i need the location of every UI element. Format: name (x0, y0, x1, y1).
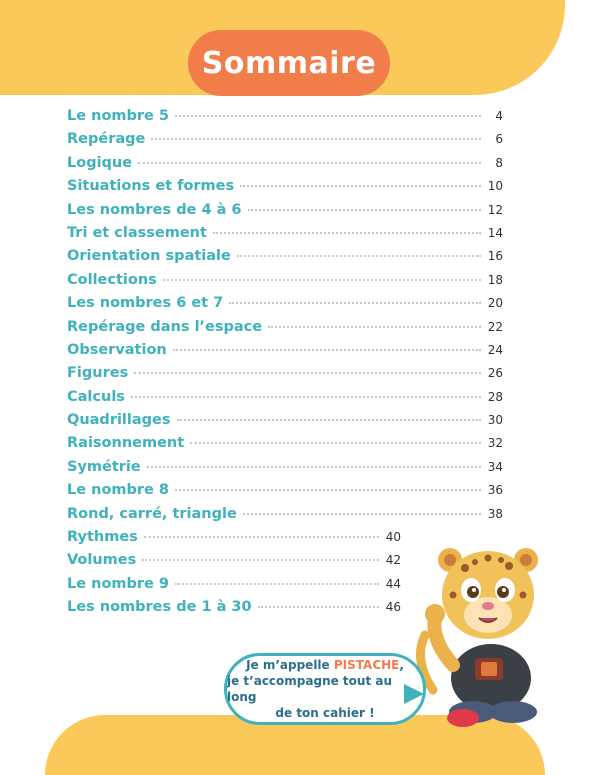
toc-label: Rythmes (67, 529, 138, 546)
leader-dots (134, 372, 481, 374)
toc-page-number: 18 (487, 272, 503, 287)
toc-label: Repérage (67, 131, 146, 148)
toc-entry[interactable] (67, 131, 503, 154)
toc-entry[interactable] (67, 178, 503, 201)
toc-page-number: 40 (385, 530, 401, 545)
leader-dots (131, 396, 481, 398)
toc-page-number: 12 (487, 202, 503, 217)
leader-dots (248, 209, 481, 211)
toc-entry[interactable] (67, 108, 503, 131)
toc-page-number: 4 (495, 109, 503, 123)
leader-dots (258, 606, 379, 608)
leader-dots (175, 115, 481, 117)
toc-page-number: 34 (487, 459, 503, 474)
toc-label: Volumes (67, 552, 137, 569)
toc-page-number: 24 (487, 342, 503, 357)
toc-entry[interactable] (67, 435, 503, 458)
toc-entry[interactable] (67, 225, 503, 248)
speech-bubble (224, 653, 426, 725)
toc-entry[interactable] (67, 319, 503, 342)
leader-dots (138, 162, 481, 164)
toc-label: Figures (67, 365, 129, 382)
speech-bubble-tail (404, 684, 424, 704)
title-banner (188, 30, 390, 96)
toc-page-number: 6 (495, 132, 503, 147)
toc-page-number: 8 (495, 155, 503, 170)
leader-dots (213, 232, 481, 234)
bubble-prefix: Je m’appelle (246, 658, 334, 672)
toc-label: Les nombres 6 et 7 (67, 295, 224, 312)
toc-label: Rond, carré, triangle (67, 505, 237, 522)
toc-entry[interactable] (67, 155, 503, 178)
toc-entry[interactable] (67, 529, 401, 552)
toc-label: Logique (67, 154, 133, 171)
leader-dots (243, 513, 481, 515)
toc-entry[interactable] (67, 599, 401, 622)
toc-page-number: 28 (487, 389, 503, 404)
toc-entry[interactable] (67, 506, 503, 529)
toc-entry[interactable] (67, 412, 503, 435)
toc-page-number: 42 (385, 553, 401, 568)
toc-label: Collections (67, 271, 157, 288)
toc-page-number: 26 (487, 366, 503, 381)
toc-label: Tri et classement (67, 224, 207, 241)
toc-entry[interactable] (67, 295, 503, 318)
leader-dots (229, 302, 481, 304)
toc-label: Le nombre 9 (67, 575, 170, 592)
toc-label: Orientation spatiale (67, 248, 231, 265)
toc-label: Le nombre 5 (67, 108, 170, 124)
leader-dots (237, 255, 481, 257)
toc-label: Les nombres de 1 à 30 (67, 599, 252, 616)
bubble-line-2: je t’accompagne tout au long (227, 674, 393, 704)
toc-page-number: 30 (487, 413, 503, 428)
bubble-line-3: de ton cahier ! (275, 706, 375, 720)
toc-page-number: 14 (487, 225, 503, 240)
leader-dots (175, 583, 379, 585)
toc-label: Symétrie (67, 458, 141, 475)
toc-page-number: 46 (385, 600, 401, 615)
toc-entry[interactable] (67, 342, 503, 365)
bubble-line-1 (246, 657, 404, 673)
toc-entry[interactable] (67, 482, 503, 505)
leader-dots (147, 466, 481, 468)
leader-dots (190, 442, 481, 444)
toc-entry[interactable] (67, 365, 503, 388)
leader-dots (173, 349, 481, 351)
toc-entry[interactable] (67, 552, 401, 575)
toc-label: Les nombres de 4 à 6 (67, 201, 242, 218)
toc-page-number: 16 (487, 249, 503, 264)
toc-entry[interactable] (67, 272, 503, 295)
toc-label: Le nombre 8 (67, 482, 170, 499)
toc-entry[interactable] (67, 248, 503, 271)
toc-page-number: 20 (487, 296, 503, 311)
leader-dots (142, 559, 379, 561)
toc-entry[interactable] (67, 576, 401, 599)
leopard-mascot-icon (413, 540, 563, 730)
toc-label: Observation (67, 341, 167, 358)
toc-label: Calculs (67, 388, 125, 405)
toc-page-number: 10 (487, 179, 503, 194)
toc-label: Quadrillages (67, 412, 171, 429)
leader-dots (268, 326, 481, 328)
leader-dots (163, 279, 481, 281)
toc-label: Situations et formes (67, 178, 235, 195)
toc-entry[interactable] (67, 459, 503, 482)
toc-entry[interactable] (67, 202, 503, 225)
toc-entry[interactable] (67, 389, 503, 412)
leader-dots (240, 185, 481, 187)
leader-dots (175, 489, 481, 491)
bubble-suffix: , (399, 658, 404, 672)
toc-label: Raisonnement (67, 435, 185, 452)
toc-page-number: 44 (385, 576, 401, 591)
toc-page-number: 36 (487, 483, 503, 498)
mascot-name: PISTACHE (333, 658, 400, 672)
toc-page-number: 32 (487, 436, 503, 451)
leader-dots (144, 536, 379, 538)
page-title: Sommaire (201, 45, 377, 81)
toc-page-number: 38 (487, 506, 503, 521)
toc-page-number: 22 (487, 319, 503, 334)
leader-dots (177, 419, 481, 421)
toc-label: Repérage dans l’espace (67, 318, 263, 335)
leader-dots (151, 138, 481, 140)
